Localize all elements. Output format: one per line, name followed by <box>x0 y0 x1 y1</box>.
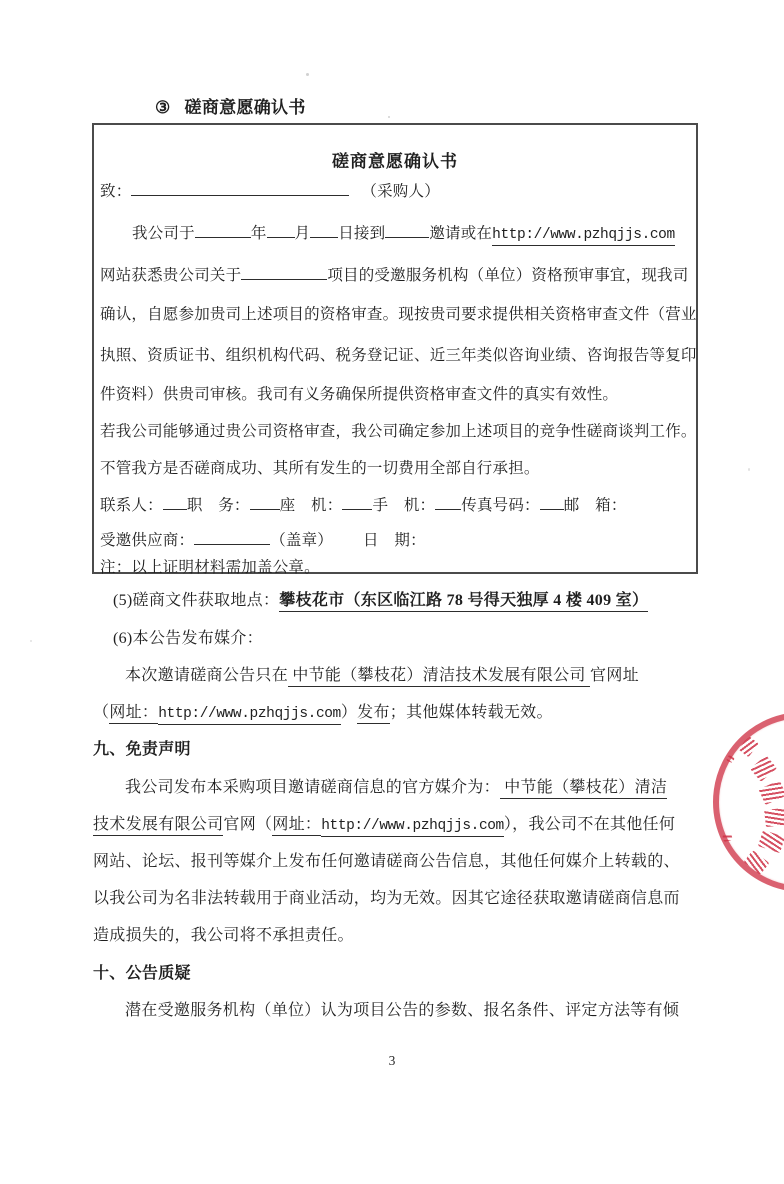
stamp-glyph-mark <box>759 780 784 805</box>
body-line-no-other-media: 网站、论坛、报刊等媒介上发布任何邀请磋商公告信息，其他任何媒介上转载的、 <box>93 853 680 870</box>
stamp-glyph-mark <box>738 736 759 757</box>
scan-speck <box>306 73 309 76</box>
form-line-documents: 执照、资质证书、组织机构代码、税务登记证、近三年类似咨询业绩、咨询报告等复印 <box>100 347 697 364</box>
form-line-validity: 件资料）供贵司审核。我司有义务确保所提供资格审查文件的真实有效性。 <box>100 386 619 403</box>
heading-marker: ③ <box>155 98 171 117</box>
confirmation-form-box <box>92 123 698 574</box>
section-10-query: 十、公告质疑 <box>93 965 191 982</box>
body-line-pickup-location: (5)磋商文件获取地点：攀枝花市（东区临江路 78 号得天独厚 4 楼 409 室） <box>113 591 648 611</box>
stamp-glyph-mark <box>750 755 777 782</box>
stamp-glyph-mark <box>758 830 784 853</box>
body-line-no-liability: 造成损失的，我公司将不承担责任。 <box>93 927 354 944</box>
form-line-to: 致： （采购人） <box>100 180 440 202</box>
form-line-expense: 不管我方是否磋商成功、其所有发生的一切费用全部自行承担。 <box>100 460 540 477</box>
form-line-project: 网站获悉贵公司关于 项目的受邀服务机构（单位）资格预审事宜，现我司 <box>100 264 688 286</box>
form-title: 磋商意愿确认书 <box>332 152 458 171</box>
form-line-participate: 若我公司能够通过贵公司资格审查，我公司确定参加上述项目的竞争性磋商谈判工作。 <box>100 423 697 440</box>
stamp-glyph-mark <box>744 850 770 875</box>
body-line-publish-site: 本次邀请磋商公告只在 中节能（攀枝花）清洁技术发展有限公司 官网址 <box>125 666 639 686</box>
form-line-contact: 联系人： 职 务： 座 机： 手 机： 传真号码： 邮 箱： <box>100 494 627 516</box>
body-line-publish-url: （网址：http://www.pzhqjjs.com）发布；其他媒体转载无效。 <box>93 703 553 724</box>
body-line-invalid-reprint: 以我公司为名非法转载用于商业活动，均为无效。因其它途径获取邀请磋商信息而 <box>93 890 680 907</box>
form-line-date: 我公司于 年 月 日接到 邀请或在http://www.pzhqjjs.com <box>100 222 675 245</box>
stamp-ring <box>701 700 784 903</box>
scan-speck <box>748 468 750 471</box>
form-line-note: 注：以上证明材料需加盖公章。 <box>100 559 320 576</box>
form-line-confirm: 确认，自愿参加贵司上述项目的资格审查。现按贵司要求提供相关资格审查文件（营业 <box>100 306 697 323</box>
body-line-company-site: 技术发展有限公司官网（网址：http://www.pzhqjjs.com），我公司不在其他任何 <box>93 815 675 836</box>
scan-speck <box>30 640 32 642</box>
scan-speck <box>388 116 390 118</box>
page-number: 3 <box>388 1053 396 1068</box>
body-line-media-label: (6)本公告发布媒介： <box>113 630 263 647</box>
section-heading <box>155 98 306 118</box>
body-line-official-media: 我公司发布本采购项目邀请磋商信息的官方媒介为： 中节能（攀枝花）清洁 <box>125 778 667 798</box>
stamp-glyph-mark <box>722 833 733 842</box>
section-9-disclaimer: 九、免责声明 <box>93 741 191 758</box>
stamp-glyph-mark <box>764 808 784 827</box>
red-seal-stamp <box>710 706 784 896</box>
form-line-supplier: 受邀供应商： （盖章） 日 期： <box>100 529 426 551</box>
body-line-potential-agency: 潜在受邀服务机构（单位）认为项目公告的参数、报名条件、评定方法等有倾 <box>125 1002 680 1019</box>
heading-title: 磋商意愿确认书 <box>184 98 306 117</box>
stamp-glyph-mark <box>726 755 735 763</box>
